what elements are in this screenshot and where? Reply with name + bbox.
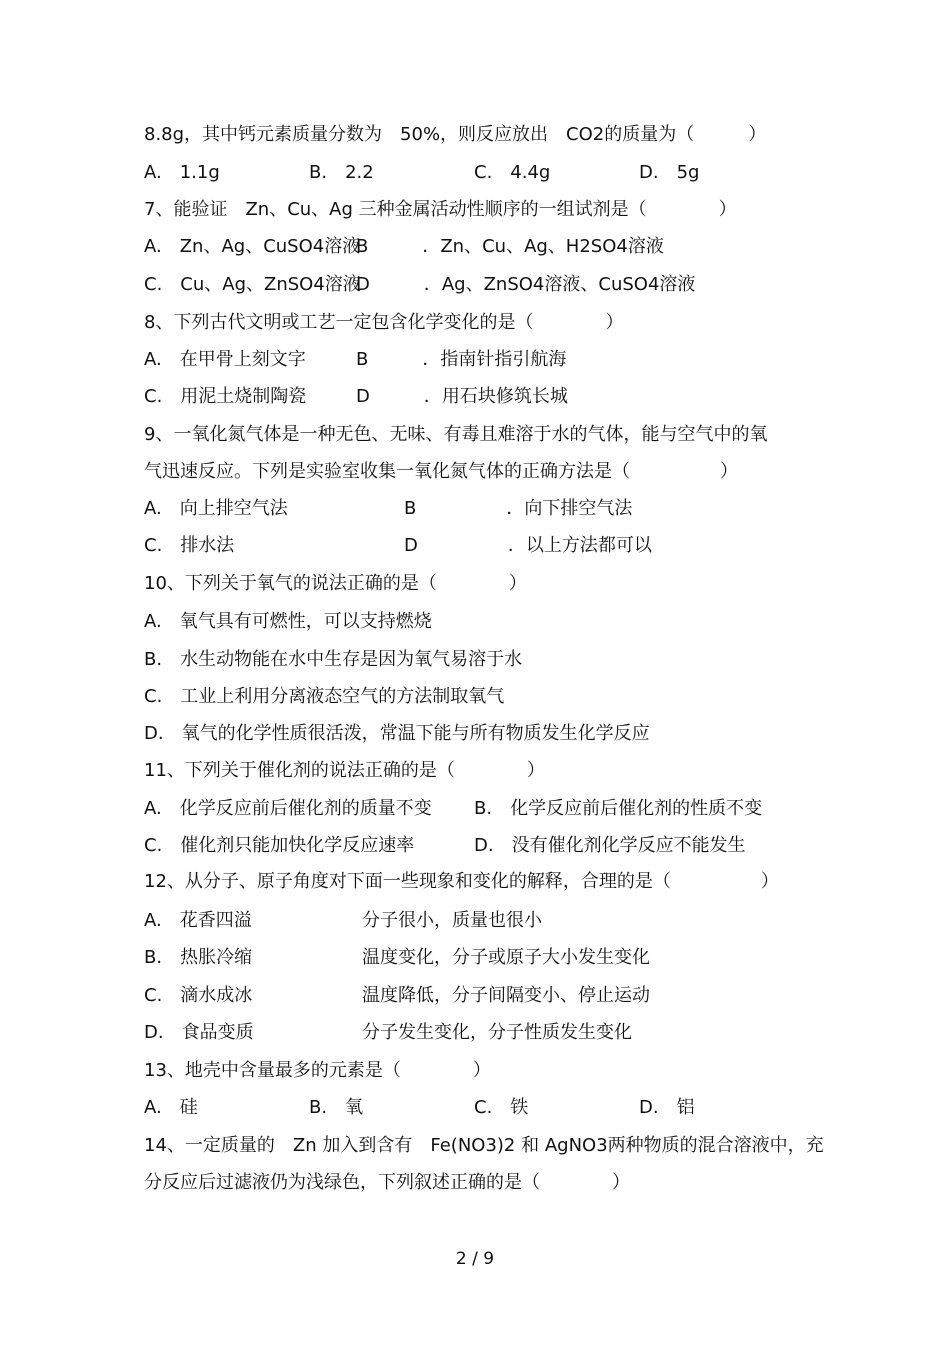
option-cell: 分子发生变化，分子性质发生变化 — [362, 1022, 632, 1043]
option-cell: C. 4.4g — [474, 162, 551, 183]
option-cell: C. 用泥土烧制陶瓷 — [144, 386, 307, 407]
line-text: 8、下列古代文明或工艺一定包含化学变化的是（ ） — [144, 312, 624, 333]
option-cell: A. 向上排空气法 — [144, 498, 288, 519]
option-cell: D. 没有催化剂化学反应不能发生 — [474, 835, 746, 856]
option-cell: B ．向下排空气法 — [404, 498, 633, 519]
option-cell: 温度变化，分子或原子大小发生变化 — [362, 947, 650, 968]
option-cell: C. Cu、Ag、ZnSO4溶液 — [144, 274, 361, 295]
line-text: 10、下列关于氧气的说法正确的是（ ） — [144, 573, 527, 594]
line-text: 7、能验证 Zn、Cu、Ag 三种金属活动性顺序的一组试剂是（ ） — [144, 199, 737, 220]
option-cell: A. 花香四溢 — [144, 910, 252, 931]
option-cell: D ．以上方法都可以 — [404, 535, 652, 556]
line-text: 气迅速反应。下列是实验室收集一氧化氮气体的正确方法是（ ） — [144, 461, 738, 482]
page-number: 2 / 9 — [455, 1249, 495, 1269]
option-cell: A. Zn、Ag、CuSO4溶液 — [144, 236, 361, 257]
line-text: 13、地壳中含量最多的元素是（ ） — [144, 1060, 491, 1081]
line-text: 9、一氧化氮气体是一种无色、无味、有毒且难溶于水的气体，能与空气中的氧 — [144, 424, 768, 445]
option-cell: A. 1.1g — [144, 162, 220, 183]
option-cell: C. 滴水成冰 — [144, 985, 253, 1006]
option-cell: C. 排水法 — [144, 535, 235, 556]
option-cell: D. 食品变质 — [144, 1022, 254, 1043]
option-cell: D. 铝 — [639, 1097, 695, 1118]
option-cell: A. 化学反应前后催化剂的质量不变 — [144, 798, 432, 819]
line-text: 14、一定质量的 Zn 加入到含有 Fe(NO3)2 和 AgNO3两种物质的混合溶液中，充 — [144, 1135, 824, 1156]
option-cell: B. 化学反应前后催化剂的性质不变 — [474, 798, 763, 819]
option-cell: B. 热胀冷缩 — [144, 947, 253, 968]
line-text: 分反应后过滤液仍为浅绿色，下列叙述正确的是（ ） — [144, 1172, 630, 1193]
line-text: 11、下列关于催化剂的说法正确的是（ ） — [144, 760, 545, 781]
line-text: B. 水生动物能在水中生存是因为氧气易溶于水 — [144, 649, 523, 670]
option-cell: D ．用石块修筑长城 — [356, 386, 568, 407]
line-text: A. 氧气具有可燃性，可以支持燃烧 — [144, 611, 432, 632]
option-cell: B. 氧 — [309, 1097, 364, 1118]
option-cell: D. 5g — [639, 162, 700, 183]
option-cell: A. 硅 — [144, 1097, 198, 1118]
option-cell: C. 铁 — [474, 1097, 529, 1118]
option-cell: 温度降低，分子间隔变小、停止运动 — [362, 985, 650, 1006]
option-cell: B. 2.2 — [309, 162, 374, 183]
option-cell: B ．Zn、Cu、Ag、H2SO4溶液 — [356, 236, 664, 257]
option-cell: C. 催化剂只能加快化学反应速率 — [144, 835, 415, 856]
line-text: D. 氧气的化学性质很活泼，常温下能与所有物质发生化学反应 — [144, 723, 650, 744]
option-cell: 分子很小，质量也很小 — [362, 910, 542, 931]
option-cell: A. 在甲骨上刻文字 — [144, 349, 306, 370]
option-cell: D ．Ag、ZnSO4溶液、CuSO4溶液 — [356, 274, 696, 295]
line-text: 12、从分子、原子角度对下面一些现象和变化的解释，合理的是（ ） — [144, 871, 779, 892]
option-cell: B ．指南针指引航海 — [356, 349, 567, 370]
line-text: 8.8g，其中钙元素质量分数为 50%，则反应放出 CO2的质量为（ ） — [144, 124, 767, 145]
line-text: C. 工业上利用分离液态空气的方法制取氧气 — [144, 686, 505, 707]
